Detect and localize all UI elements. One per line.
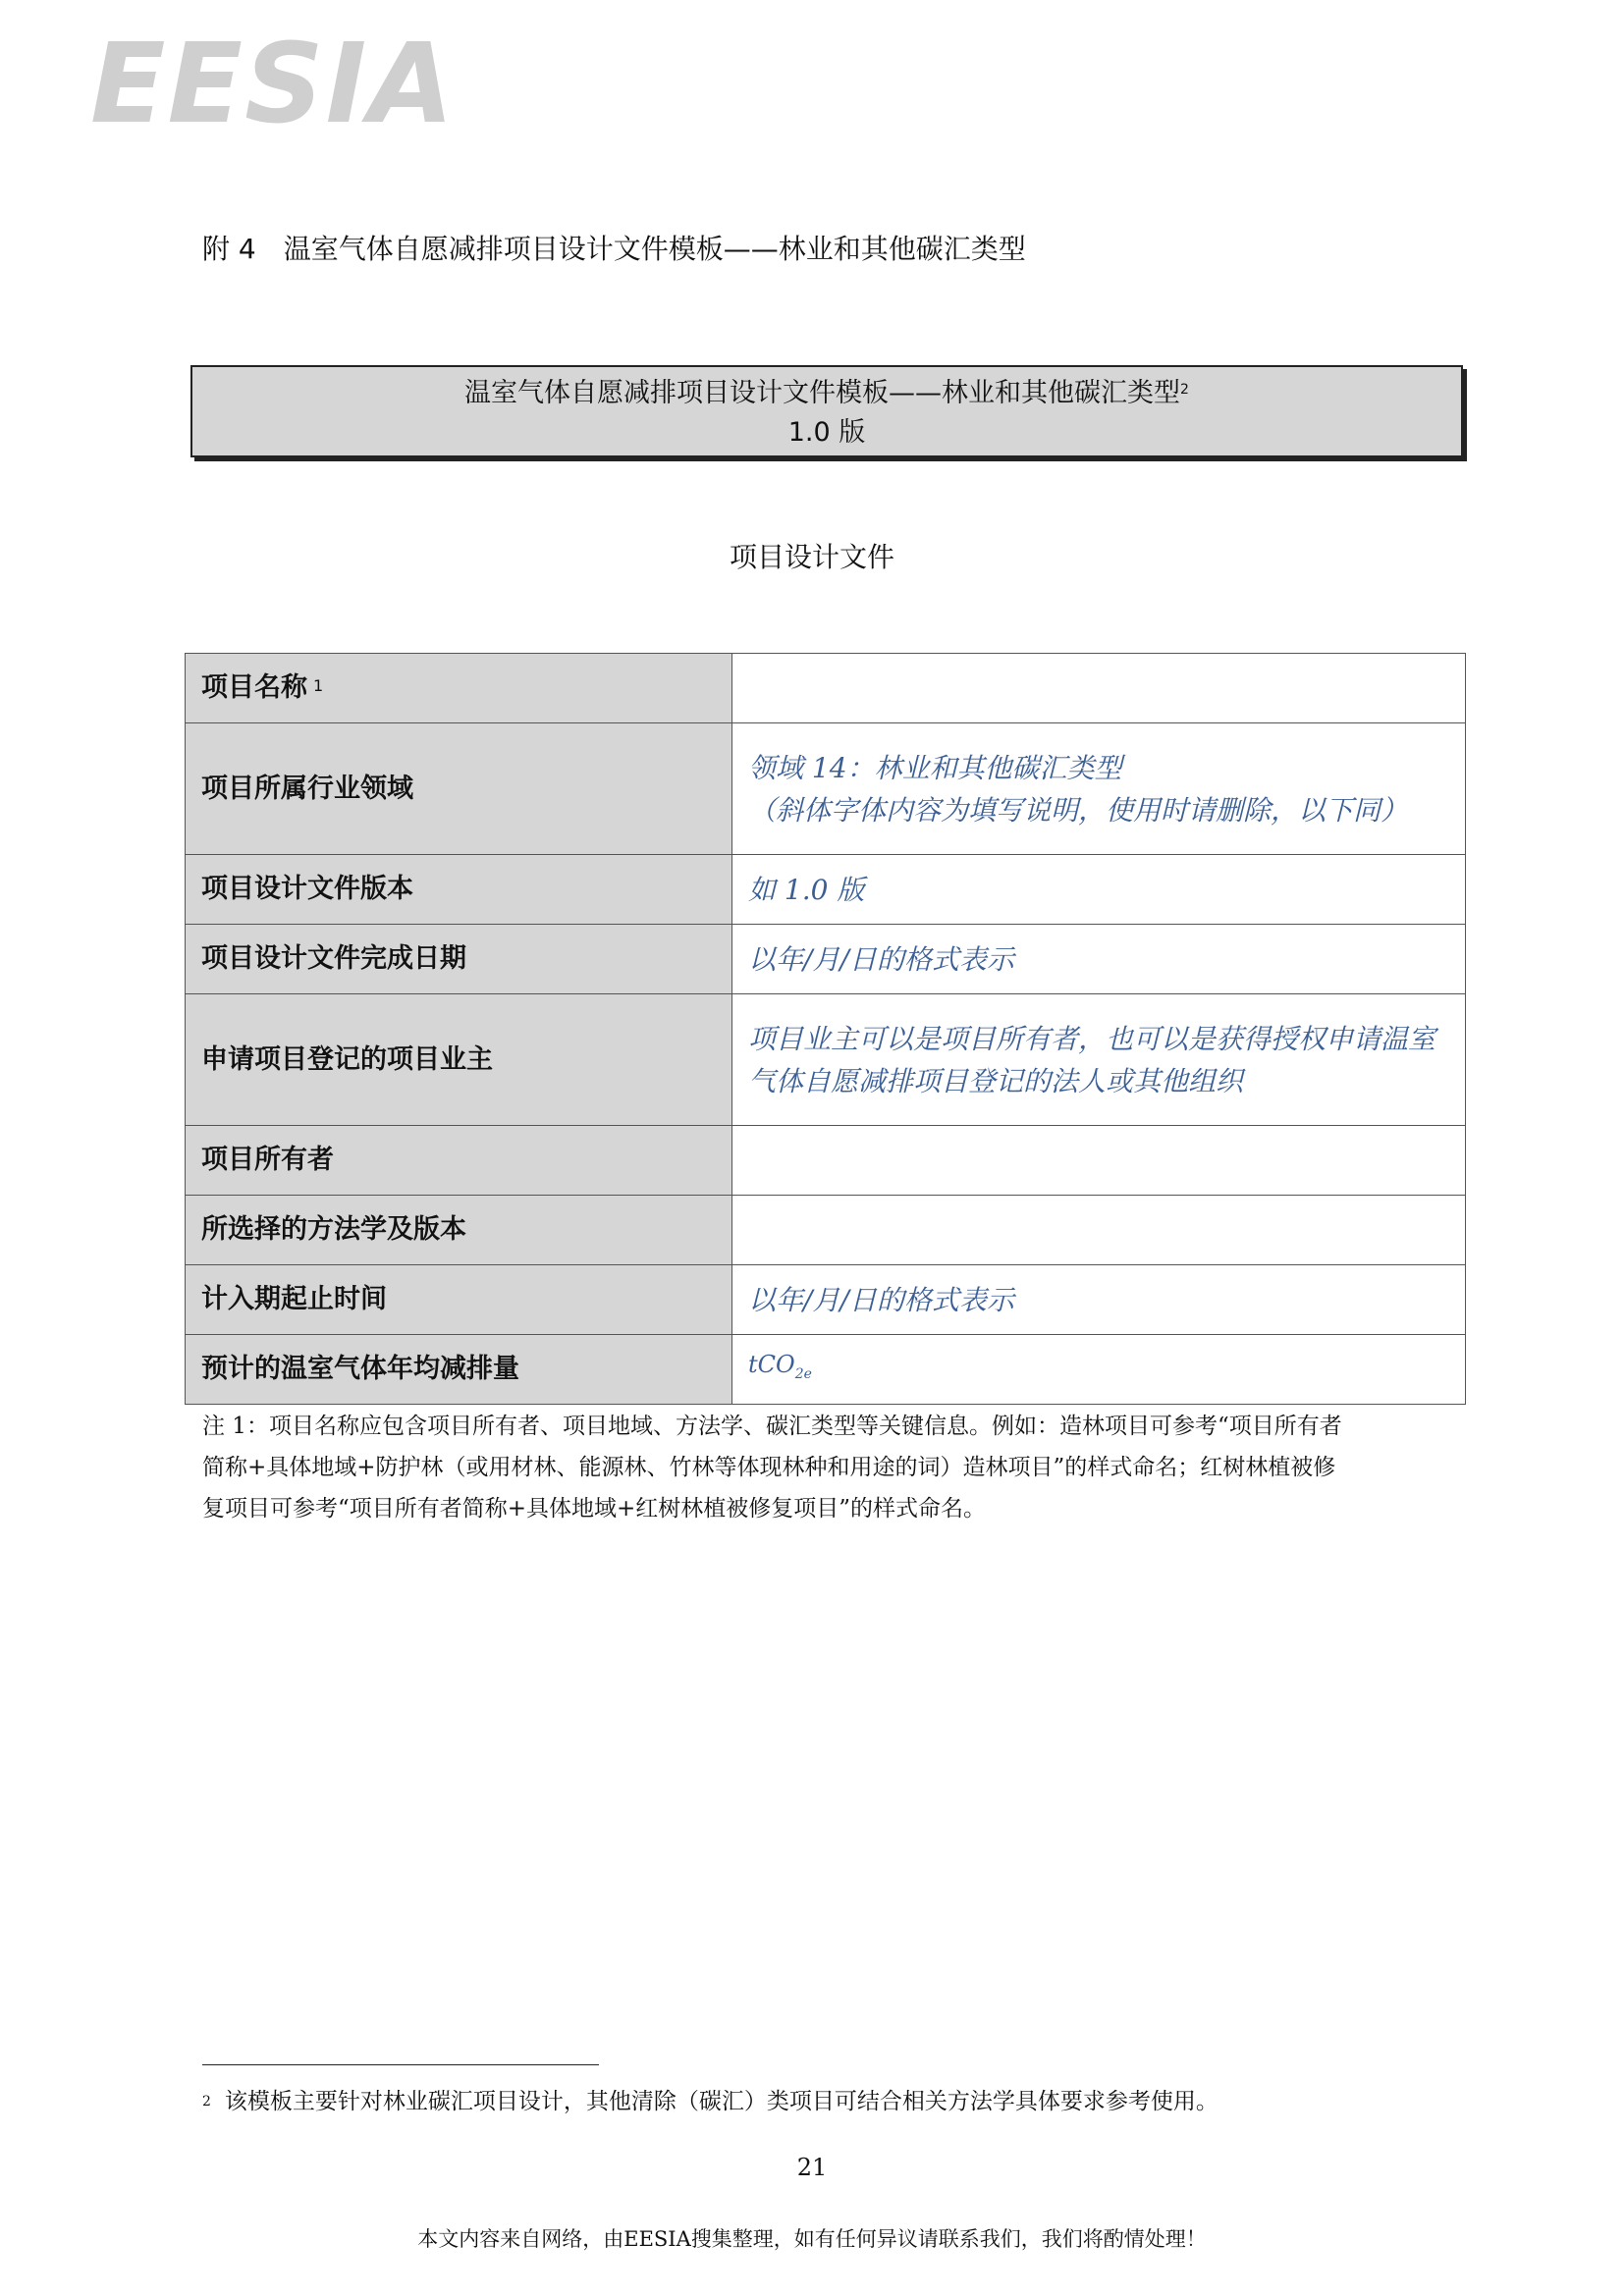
table-row <box>186 654 1466 723</box>
appendix-label: 附 4 <box>202 233 256 265</box>
completion-date-value[interactable]: 以年/月/日的格式表示 <box>732 925 1466 994</box>
table-row <box>186 723 1466 855</box>
project-name-field[interactable] <box>732 654 1466 723</box>
footnote-ref-1: 1 <box>313 676 324 695</box>
note-1 <box>202 1406 1469 1529</box>
note-line: 简称+具体地域+防护林（或用材林、能源林、竹林等体现林种和用途的词）造林项目”的样式命名；红树林植被修 <box>202 1455 1336 1480</box>
table-row <box>186 994 1466 1126</box>
project-info-table <box>185 653 1466 1405</box>
row-key-project-name <box>186 654 732 723</box>
unit-text: tCO <box>748 1350 795 1378</box>
footnote-2 <box>202 2085 1218 2118</box>
annual-reduction-value[interactable] <box>732 1335 1466 1405</box>
template-title <box>192 374 1461 413</box>
template-title-text: 温室气体自愿减排项目设计文件模板——林业和其他碳汇类型 <box>464 378 1181 408</box>
row-key-pdd-version: 项目设计文件版本 <box>186 855 732 925</box>
appendix-title: 温室气体自愿减排项目设计文件模板——林业和其他碳汇类型 <box>283 233 1026 265</box>
eesia-logo: EESIA <box>90 21 457 148</box>
table-row <box>186 855 1466 925</box>
key-text: 项目名称 <box>201 672 307 703</box>
table-row <box>186 1265 1466 1335</box>
footnote-marker: 2 <box>202 2094 211 2109</box>
table-row <box>186 1196 1466 1265</box>
crediting-period-value[interactable]: 以年/月/日的格式表示 <box>732 1265 1466 1335</box>
table-row <box>186 1335 1466 1405</box>
row-key-industry-field: 项目所属行业领域 <box>186 723 732 855</box>
table-row <box>186 1126 1466 1196</box>
row-key-project-owner: 项目所有者 <box>186 1126 732 1196</box>
template-title-box <box>190 365 1463 457</box>
footnote-ref-2: 2 <box>1180 382 1189 398</box>
note-line: 复项目可参考“项目所有者简称+具体地域+红树林植被修复项目”的样式命名。 <box>202 1496 987 1522</box>
unit-subscript: 2e <box>794 1365 812 1382</box>
methodology-value[interactable] <box>732 1196 1466 1265</box>
value-line: 气体自愿减排项目登记的法人或其他组织 <box>748 1064 1244 1097</box>
table-row <box>186 925 1466 994</box>
row-key-crediting-period: 计入期起止时间 <box>186 1265 732 1335</box>
footnote-divider <box>202 2064 599 2065</box>
industry-field-value[interactable] <box>732 723 1466 855</box>
template-version: 1.0 版 <box>787 417 866 448</box>
value-line: 项目业主可以是项目所有者，也可以是获得授权申请温室 <box>748 1022 1436 1055</box>
row-key-methodology: 所选择的方法学及版本 <box>186 1196 732 1265</box>
value-line: （斜体字体内容为填写说明，使用时请删除，以下同） <box>748 793 1409 827</box>
document-title: 项目设计文件 <box>729 541 894 573</box>
footnote-text: 该模板主要针对林业碳汇项目设计，其他清除（碳汇）类项目可结合相关方法学具体要求参考使用。 <box>224 2089 1218 2114</box>
row-key-project-owner-applicant: 申请项目登记的项目业主 <box>186 994 732 1126</box>
row-key-annual-reduction: 预计的温室气体年均减排量 <box>186 1335 732 1405</box>
note-line: 注 1：项目名称应包含项目所有者、项目地域、方法学、碳汇类型等关键信息。例如：造林项目可参考“项目所有者 <box>202 1414 1342 1439</box>
project-owner-value[interactable] <box>732 1126 1466 1196</box>
project-owner-applicant-value[interactable] <box>732 994 1466 1126</box>
pdd-version-value[interactable]: 如 1.0 版 <box>732 855 1466 925</box>
appendix-heading <box>202 230 1026 269</box>
page-number: 21 <box>796 2154 828 2181</box>
value-line: 领域 14：林业和其他碳汇类型 <box>748 751 1122 784</box>
source-disclaimer: 本文内容来自网络，由EESIA搜集整理，如有任何异议请联系我们，我们将酌情处理！ <box>417 2227 1207 2251</box>
row-key-completion-date: 项目设计文件完成日期 <box>186 925 732 994</box>
